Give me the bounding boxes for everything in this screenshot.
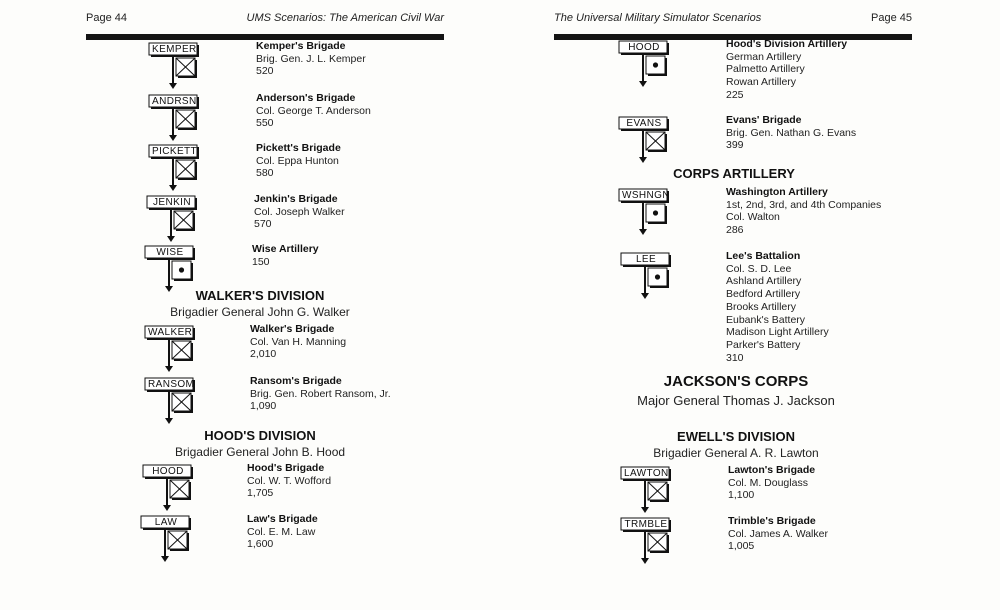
section-heading: CORPS ARTILLERY bbox=[673, 166, 795, 181]
unit-code: HOOD bbox=[628, 42, 660, 53]
unit-strength: 2,010 bbox=[250, 348, 277, 361]
unit-detail: Palmetto Artillery bbox=[726, 63, 805, 76]
unit-code: TRMBLE bbox=[624, 519, 668, 530]
unit-detail: Col. George T. Anderson bbox=[256, 104, 371, 117]
unit-code: HOOD bbox=[152, 466, 184, 477]
unit-detail: Col. Van H. Manning bbox=[250, 335, 347, 348]
unit-code: WSHNGN bbox=[622, 190, 670, 201]
unit-strength: 570 bbox=[254, 218, 272, 231]
division-commander: Brigadier General A. R. Lawton bbox=[653, 446, 819, 460]
unit-strength: 1,100 bbox=[728, 489, 755, 502]
unit-detail: Parker's Battery bbox=[726, 338, 801, 351]
unit-detail: Col. S. D. Lee bbox=[726, 262, 792, 275]
unit-name: Pickett's Brigade bbox=[256, 142, 341, 154]
unit-detail: Brooks Artillery bbox=[726, 300, 797, 313]
unit-detail: Col. E. M. Law bbox=[247, 525, 316, 538]
right-running-title: The Universal Military Simulator Scenarios bbox=[554, 12, 762, 24]
unit-detail: Col. Joseph Walker bbox=[254, 205, 345, 218]
unit-strength: 150 bbox=[252, 255, 270, 268]
corps-commander: Major General Thomas J. Jackson bbox=[637, 393, 835, 408]
unit-detail: Brig. Gen. J. L. Kemper bbox=[256, 52, 366, 65]
division-heading: HOOD'S DIVISION bbox=[204, 428, 316, 443]
unit-code: LEE bbox=[635, 254, 657, 265]
unit-strength: 225 bbox=[726, 88, 744, 101]
unit-name: Anderson's Brigade bbox=[256, 92, 356, 104]
unit-strength: 1,090 bbox=[250, 400, 277, 413]
unit-name: Hood's Brigade bbox=[247, 462, 325, 474]
unit-detail: Rowan Artillery bbox=[726, 76, 797, 89]
unit-name: Washington Artillery bbox=[726, 186, 828, 198]
unit-name: Hood's Division Artillery bbox=[726, 38, 848, 50]
right-page-number: Page 45 bbox=[871, 12, 912, 24]
unit-strength: 550 bbox=[256, 117, 274, 130]
unit-strength: 399 bbox=[726, 139, 744, 152]
unit-strength: 286 bbox=[726, 224, 744, 237]
left-page-number: Page 44 bbox=[86, 12, 127, 24]
unit-detail: Madison Light Artillery bbox=[726, 326, 829, 339]
unit-name: Kemper's Brigade bbox=[256, 40, 346, 52]
unit-strength: 520 bbox=[256, 65, 274, 78]
unit-code: LAW bbox=[154, 517, 178, 528]
unit-code: PICKETT bbox=[152, 146, 198, 157]
unit-strength: 1,705 bbox=[247, 487, 274, 500]
left-running-title: UMS Scenarios: The American Civil War bbox=[246, 12, 444, 24]
unit-detail: Col. Walton bbox=[726, 211, 780, 224]
unit-detail: Col. James A. Walker bbox=[728, 527, 828, 540]
division-commander: Brigadier General John G. Walker bbox=[170, 305, 350, 319]
unit-code: JENKIN bbox=[153, 197, 191, 208]
unit-detail: 1st, 2nd, 3rd, and 4th Companies bbox=[726, 198, 882, 211]
division-heading: WALKER'S DIVISION bbox=[195, 288, 325, 303]
unit-detail: Col. Eppa Hunton bbox=[256, 154, 339, 167]
unit-detail: Col. W. T. Wofford bbox=[247, 474, 332, 487]
unit-code: WISE bbox=[156, 247, 184, 258]
unit-code: RANSOM bbox=[148, 379, 195, 390]
left-page-header bbox=[86, 8, 444, 40]
unit-name: Law's Brigade bbox=[247, 513, 318, 525]
unit-name: Wise Artillery bbox=[252, 243, 319, 255]
unit-code: WALKER bbox=[148, 327, 193, 338]
unit-strength: 580 bbox=[256, 167, 274, 180]
unit-name: Walker's Brigade bbox=[250, 323, 335, 335]
unit-code: LAWTON bbox=[624, 468, 669, 479]
division-commander: Brigadier General John B. Hood bbox=[174, 445, 346, 459]
unit-code: KEMPER bbox=[152, 44, 197, 55]
unit-strength: 1,600 bbox=[247, 538, 274, 551]
unit-name: Trimble's Brigade bbox=[728, 515, 816, 527]
unit-name: Lawton's Brigade bbox=[728, 464, 816, 476]
corps-heading: JACKSON'S CORPS bbox=[663, 373, 809, 390]
unit-detail: Ashland Artillery bbox=[726, 275, 802, 288]
unit-name: Evans' Brigade bbox=[726, 114, 802, 126]
unit-detail: Brig. Gen. Robert Ransom, Jr. bbox=[250, 387, 391, 400]
unit-code: ANDRSN bbox=[152, 96, 197, 107]
unit-detail: Brig. Gen. Nathan G. Evans bbox=[726, 126, 857, 139]
unit-detail: Eubank's Battery bbox=[726, 313, 806, 326]
unit-detail: Bedford Artillery bbox=[726, 288, 801, 301]
unit-name: Ransom's Brigade bbox=[250, 375, 342, 387]
division-heading: EWELL'S DIVISION bbox=[677, 429, 795, 444]
unit-detail: German Artillery bbox=[726, 50, 802, 63]
unit-name: Jenkin's Brigade bbox=[254, 193, 338, 205]
unit-strength: 1,005 bbox=[728, 540, 755, 553]
unit-code: EVANS bbox=[626, 118, 662, 129]
unit-strength: 310 bbox=[726, 351, 744, 364]
unit-name: Lee's Battalion bbox=[726, 250, 801, 262]
unit-detail: Col. M. Douglass bbox=[728, 476, 808, 489]
right-page-header bbox=[554, 8, 912, 40]
